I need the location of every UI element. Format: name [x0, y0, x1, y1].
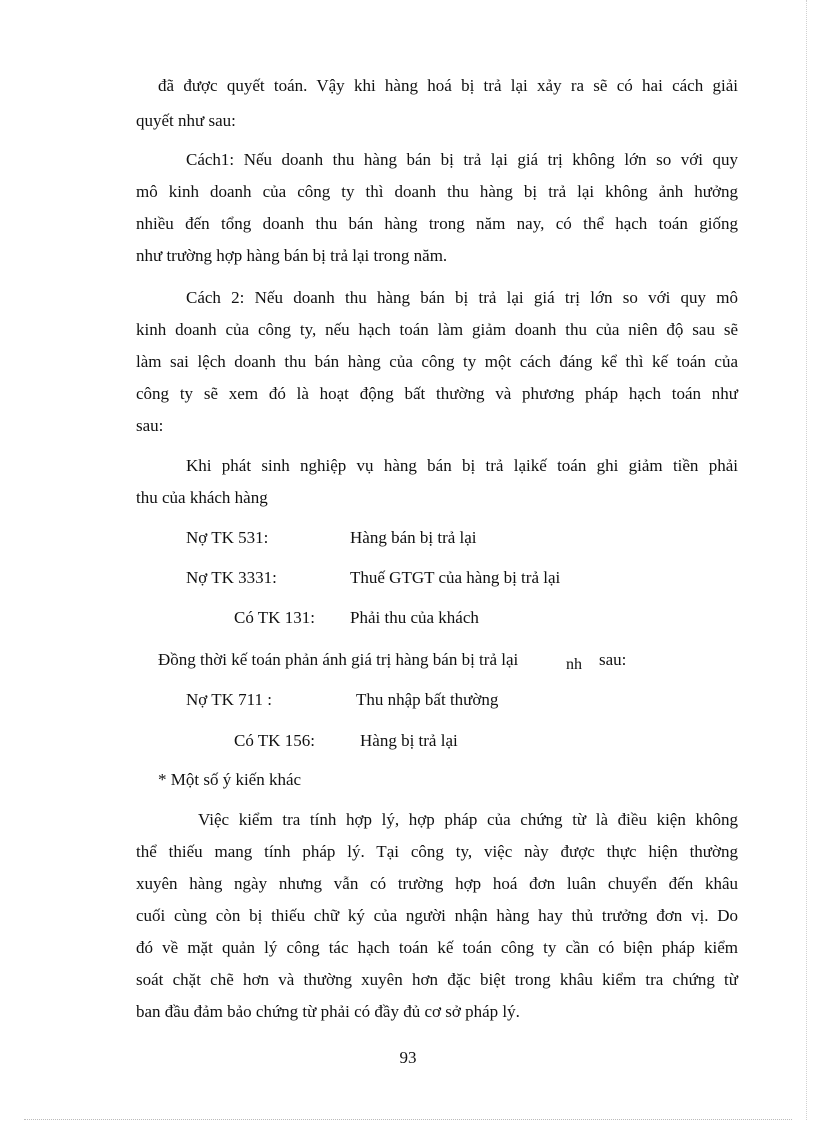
paragraph-5-text-sub: nh	[566, 656, 582, 673]
section-heading: * Một số ý kiến khác	[158, 770, 302, 789]
entry-2-description: Thuế GTGT của hàng bị trả lại	[350, 568, 561, 587]
paragraph-2-line-3: nhiều đến tổng doanh thu bán hàng trong năm nay, có thể hạch toán giống	[136, 214, 738, 233]
entry-2-account: Nợ TK 3331:	[186, 568, 277, 587]
paragraph-2-line-4: như trường hợp hàng bán bị trả lại trong năm.	[136, 246, 448, 265]
paragraph-5-text-end: sau:	[599, 650, 627, 669]
paragraph-1-line-1: đã được quyết toán. Vậy khi hàng hoá bị trả lại xảy ra sẽ có hai cách giải	[158, 76, 738, 95]
paragraph-6-line-2: thể thiếu mang tính pháp lý. Tại công ty, việc này được thực hiện thường	[136, 842, 738, 861]
paragraph-3-line-5: sau:	[136, 416, 164, 435]
paragraph-2-line-2: mô kinh doanh của công ty thì doanh thu hàng bị trả lại không ảnh hưởng	[136, 182, 738, 201]
paragraph-6-line-4: cuối cùng còn bị thiếu chữ ký của người nhận hàng hay thủ trưởng đơn vị. Do	[136, 906, 738, 925]
entry-5-account: Có TK 156:	[234, 731, 315, 750]
paragraph-3-line-3: làm sai lệch doanh thu bán hàng của công ty một cách đáng kể thì kế toán của	[136, 352, 738, 371]
paragraph-2-line-1: Cách1: Nếu doanh thu hàng bán bị trả lại giá trị không lớn so với quy	[186, 150, 738, 169]
paragraph-4-line-1: Khi phát sinh nghiệp vụ hàng bán bị trả lạikế toán ghi giảm tiền phải	[186, 456, 738, 475]
entry-1-description: Hàng bán bị trả lại	[350, 528, 477, 547]
paragraph-1-line-2: quyết như sau:	[136, 111, 236, 130]
paragraph-5-text-start: Đồng thời kế toán phản ánh giá trị hàng bán bị trả lại	[158, 650, 519, 669]
paragraph-3-line-2: kinh doanh của công ty, nếu hạch toán làm giảm doanh thu của niên độ sau sẽ	[136, 320, 738, 339]
paragraph-6-line-3: xuyên hàng ngày nhưng vẫn có trường hợp hoá đơn luân chuyển đến khâu	[136, 874, 738, 893]
entry-3-description: Phải thu của khách	[350, 608, 479, 627]
paragraph-3-line-4: công ty sẽ xem đó là hoạt động bất thường và phương pháp hạch toán như	[136, 384, 738, 403]
paragraph-6-line-7: ban đầu đảm bảo chứng từ phải có đầy đủ cơ sở pháp lý.	[136, 1002, 520, 1021]
page-number: 93	[399, 1048, 417, 1067]
paragraph-6-line-6: soát chặt chẽ hơn và thường xuyên hơn đặc biệt trong khâu kiểm tra chứng từ	[136, 970, 738, 989]
entry-4-account: Nợ TK 711 :	[186, 690, 272, 709]
entry-3-account: Có TK 131:	[234, 608, 315, 627]
side-dotted-rule	[806, 0, 807, 1120]
entry-5-description: Hàng bị trả lại	[360, 731, 458, 750]
entry-1-account: Nợ TK 531:	[186, 528, 269, 547]
paragraph-3-line-1: Cách 2: Nếu doanh thu hàng bán bị trả lại giá trị lớn so với quy mô	[186, 288, 738, 307]
footer-dotted-rule	[24, 1119, 792, 1120]
paragraph-4-line-2: thu của khách hàng	[136, 488, 268, 507]
paragraph-6-line-1: Việc kiểm tra tính hợp lý, hợp pháp của chứng từ là điều kiện không	[198, 810, 738, 829]
entry-4-description: Thu nhập bất thường	[356, 690, 499, 709]
paragraph-6-line-5: đó về mặt quản lý công tác hạch toán kế toán công ty cần có biện pháp kiểm	[136, 938, 738, 957]
